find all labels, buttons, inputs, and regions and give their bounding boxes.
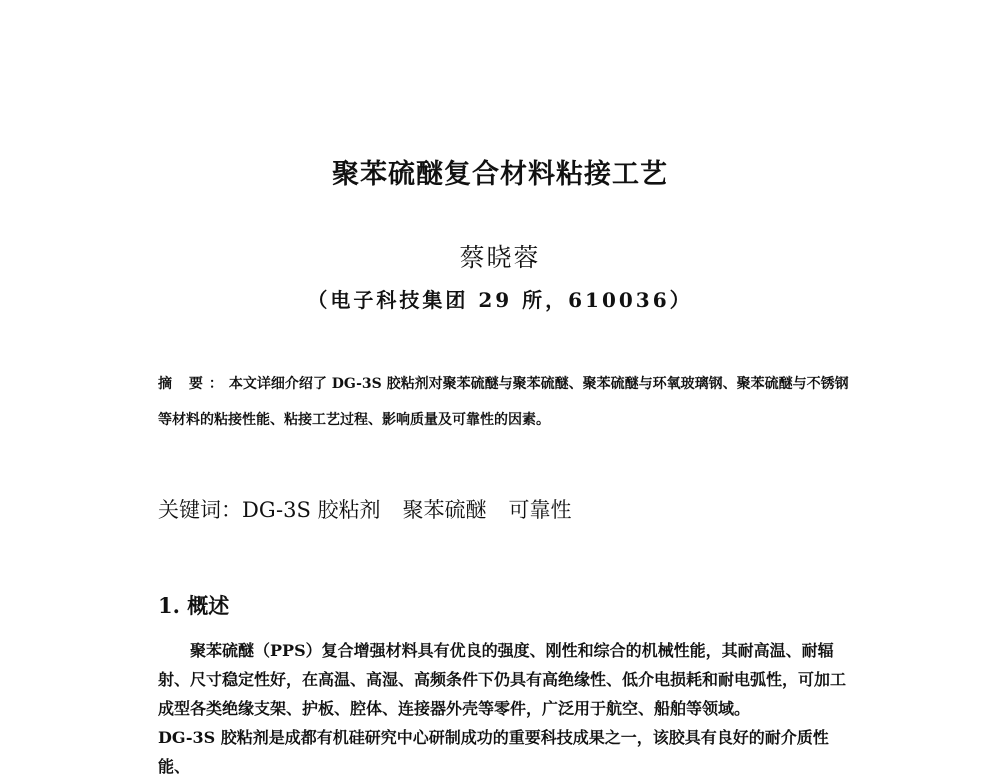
keywords-label: 关键词： — [158, 498, 242, 522]
keyword-item: DG-3S 胶粘剂 — [242, 498, 381, 522]
section-body — [158, 636, 858, 781]
abstract-label: 摘 要： — [158, 376, 229, 392]
body-paragraph: 聚苯硫醚（PPS）复合增强材料具有优良的强度、刚性和综合的机械性能，其耐高温、耐辐射、尺寸稳定性好，在高温、高湿、高频条件下仍具有高绝缘性、低介电损耗和耐电弧性，可加工成型各类绝缘支架、护板、腔体、连接器外壳等零件，广泛用于航空、船舶等领域。 — [158, 641, 847, 718]
author-name: 蔡晓蓉 — [459, 243, 541, 272]
keyword-item: 可靠性 — [508, 498, 572, 522]
section-heading: 1. 概述 — [158, 593, 230, 618]
keywords — [158, 494, 858, 524]
paper-title: 聚苯硫醚复合材料粘接工艺 — [332, 159, 668, 190]
abstract-text: 本文详细介绍了 DG-3S 胶粘剂对聚苯硫醚与聚苯硫醚、聚苯硫醚与环氧玻璃钢、聚苯硫醚与不锈钢等材料的粘接性能、粘接工艺过程、影响质量及可靠性的因素。 — [158, 376, 849, 428]
abstract — [158, 366, 858, 438]
body-paragraph: DG-3S 胶粘剂是成都有机硅研究中心研制成功的重要科技成果之一，该胶具有良好的耐介质性能、 — [158, 728, 829, 776]
keyword-item: 聚苯硫醚 — [402, 498, 487, 522]
author-affiliation: （电子科技集团 29 所，610036） — [307, 288, 693, 312]
